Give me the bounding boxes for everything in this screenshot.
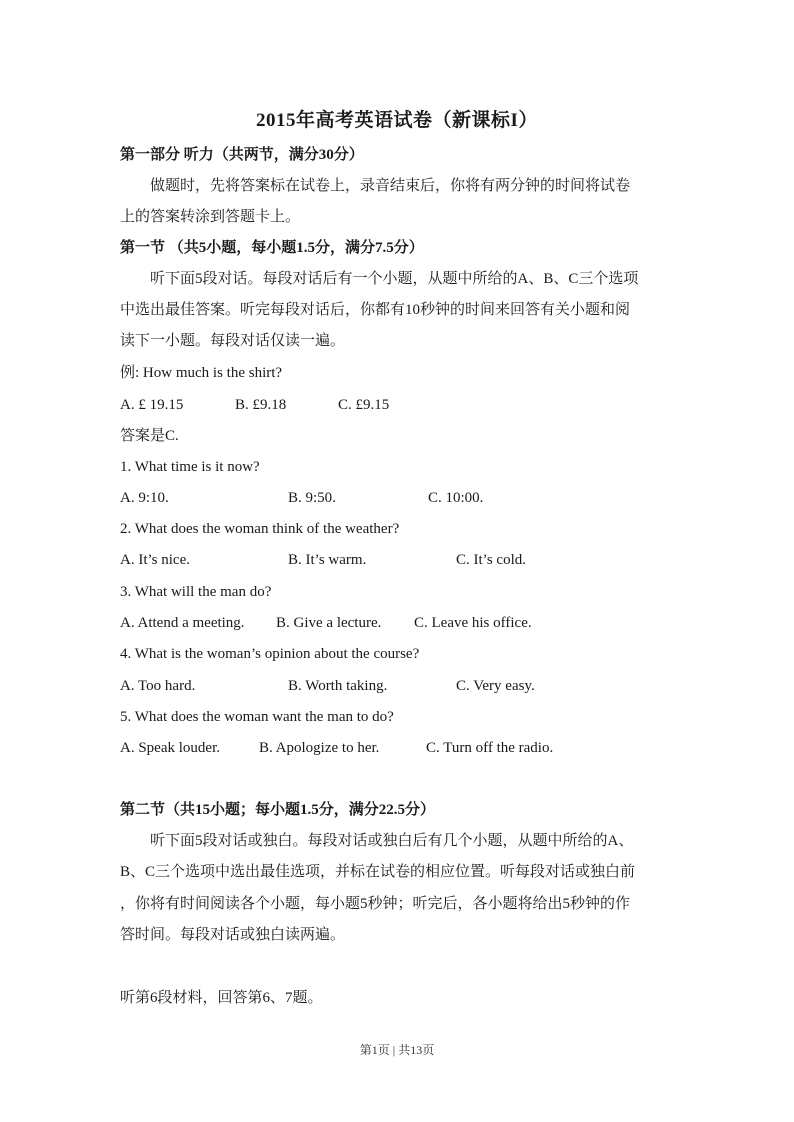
section1-heading: 第一节 （共5小题，每小题1.5分，满分7.5分） [120, 240, 424, 256]
question-3: 3. What will the man do? [120, 584, 272, 600]
section1-instruction-line: 听下面5段对话。每段对话后有一个小题，从题中所给的A、B、C三个选项 [150, 271, 639, 287]
question-1-option-b: B. 9:50. [288, 490, 336, 506]
question-2-option-b: B. It’s warm. [288, 552, 367, 568]
part1-intro-line: 做题时，先将答案标在试卷上，录音结束后，你将有两分钟的时间将试卷 [150, 178, 631, 194]
question-3-option-c: C. Leave his office. [414, 615, 532, 631]
example-answer: 答案是C. [120, 428, 179, 444]
question-5: 5. What does the woman want the man to do? [120, 709, 394, 725]
section1-instruction-line: 读下一小题。每段对话仅读一遍。 [120, 333, 346, 349]
section2-instruction-line: 听下面5段对话或独白。每段对话或独白后有几个小题，从题中所给的A、 [150, 833, 634, 849]
page-footer: 第1页 | 共13页 [359, 1043, 435, 1057]
page-title: 2015年高考英语试卷（新课标I） [256, 110, 538, 131]
question-2-option-c: C. It’s cold. [456, 552, 526, 568]
question-2: 2. What does the woman think of the weather? [120, 521, 400, 537]
question-4-option-c: C. Very easy. [456, 678, 535, 694]
example-question: 例: How much is the shirt? [120, 365, 283, 381]
section2-instruction-line: 答时间。每段对话或独白读两遍。 [120, 927, 346, 943]
material-prompt: 听第6段材料，回答第6、7题。 [120, 990, 323, 1006]
question-1-option-c: C. 10:00. [428, 490, 484, 506]
question-5-option-a: A. Speak louder. [120, 740, 220, 756]
part1-intro-line: 上的答案转涂到答题卡上。 [120, 209, 301, 225]
question-4: 4. What is the woman’s opinion about the course? [120, 646, 420, 662]
section1-instruction-line: 中选出最佳答案。听完每段对话后，你都有10秒钟的时间来回答有关小题和阅 [120, 302, 631, 318]
section2-instruction-line: ，你将有时间阅读各个小题，每小题5秒钟；听完后，各小题将给出5秒钟的作 [120, 896, 631, 912]
part1-heading: 第一部分 听力（共两节，满分30分） [120, 147, 364, 163]
question-1: 1. What time is it now? [120, 459, 260, 475]
example-option-c: C. £9.15 [338, 397, 390, 413]
question-4-option-a: A. Too hard. [120, 678, 196, 694]
example-option-b: B. £9.18 [235, 397, 287, 413]
example-option-a: A. £ 19.15 [120, 397, 184, 413]
section2-heading: 第二节（共15小题；每小题1.5分，满分22.5分） [120, 802, 436, 818]
question-4-option-b: B. Worth taking. [288, 678, 388, 694]
question-5-option-c: C. Turn off the radio. [426, 740, 554, 756]
question-1-option-a: A. 9:10. [120, 490, 169, 506]
question-2-option-a: A. It’s nice. [120, 552, 190, 568]
question-5-option-b: B. Apologize to her. [259, 740, 380, 756]
question-3-option-a: A. Attend a meeting. [120, 615, 245, 631]
question-3-option-b: B. Give a lecture. [276, 615, 382, 631]
section2-instruction-line: B、C三个选项中选出最佳选项，并标在试卷的相应位置。听每段对话或独白前 [120, 864, 636, 880]
